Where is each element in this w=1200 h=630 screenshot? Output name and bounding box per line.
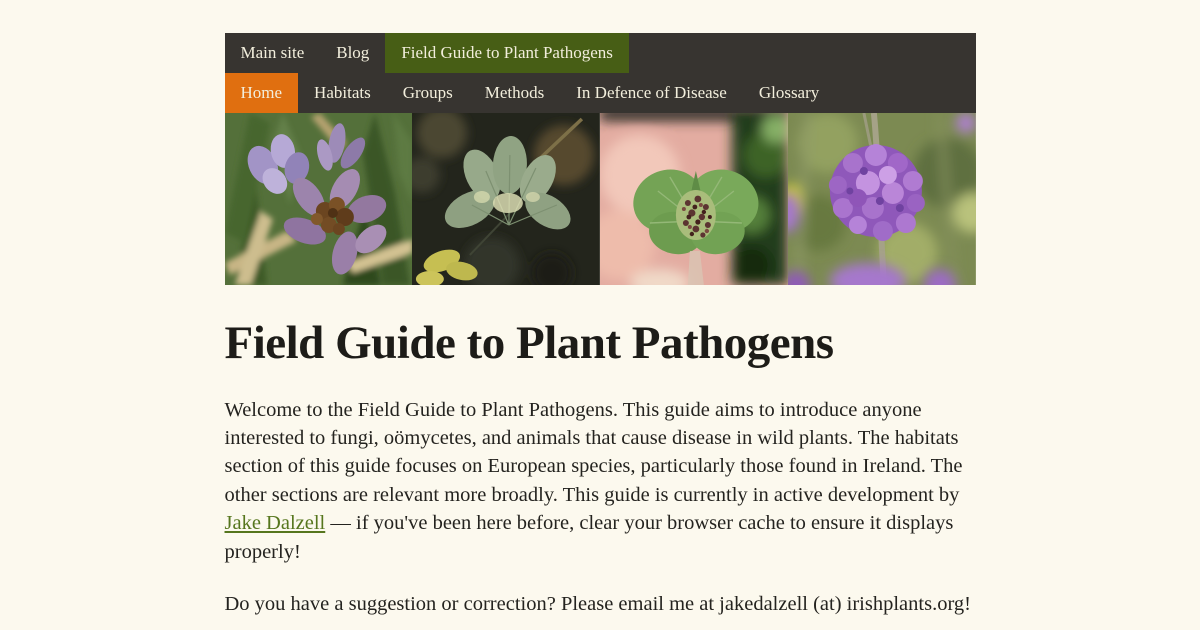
nav-habitats[interactable]: Habitats	[314, 83, 371, 102]
intro-text-after: — if you've been here before, clear your browser cache to ensure it displays properly!	[224, 512, 954, 563]
nav-glossary[interactable]: Glossary	[758, 83, 820, 102]
contact-paragraph: Do you have a suggestion or correction? Please email me at jakedalzell (at) irishplants.org!	[224, 592, 971, 615]
nav-home-active[interactable]: Home	[225, 73, 299, 113]
nav-main-site[interactable]: Main site	[240, 43, 305, 62]
intro-text-before: Welcome to the Field Guide to Plant Pathogens. This guide aims to introduce anyone interested to fungi, oömycetes, and animals that cause disease in wild plants. The habitats section of this guide focuses on European species, particularly those found in Ireland. The other sections are relevant more broadly. This guide is currently in active development by	[224, 398, 963, 506]
banner-photo-milkwort-smut	[225, 113, 413, 285]
primary-nav	[225, 33, 976, 73]
banner-photo-water-leaf-mildew	[412, 113, 600, 285]
nav-methods[interactable]: Methods	[484, 83, 545, 102]
page-title: Field Guide to Plant Pathogens	[224, 317, 834, 369]
banner-photo-leaf-rust-in-hand	[600, 113, 788, 285]
nav-groups[interactable]: Groups	[402, 83, 453, 102]
secondary-nav	[225, 73, 976, 113]
nav-blog[interactable]: Blog	[336, 43, 370, 62]
nav-in-defence-of-disease[interactable]: In Defence of Disease	[576, 83, 727, 102]
intro-paragraph	[225, 396, 976, 566]
banner-photo-scabious-flower	[788, 113, 976, 285]
jake-dalzell-link[interactable]: Jake Dalzell	[224, 512, 326, 535]
nav-field-guide-active[interactable]: Field Guide to Plant Pathogens	[385, 33, 629, 73]
banner-photo-strip	[225, 113, 976, 285]
content-column	[225, 33, 976, 618]
